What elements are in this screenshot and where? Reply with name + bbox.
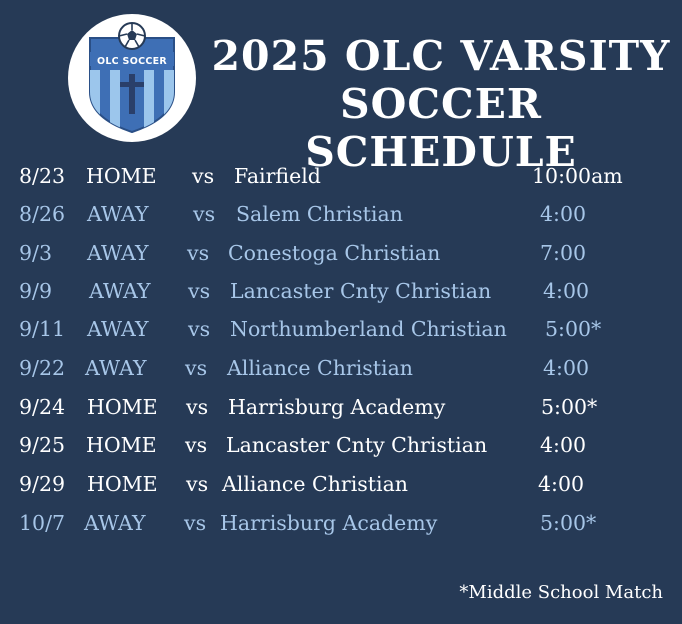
game-time: 7:00: [540, 241, 587, 265]
game-date: 9/25: [19, 433, 66, 457]
schedule-row: [0, 466, 682, 502]
game-date: 9/22: [19, 356, 66, 380]
vs-label: vs: [186, 395, 209, 419]
vs-label: vs: [188, 279, 211, 303]
game-location: AWAY: [84, 511, 146, 535]
game-location: AWAY: [87, 202, 149, 226]
game-time: 4:00: [540, 433, 587, 457]
game-time: 4:00: [538, 472, 585, 496]
game-location: AWAY: [87, 317, 149, 341]
game-date: 8/26: [19, 202, 66, 226]
vs-label: vs: [192, 164, 215, 188]
title-line-1: 2025 OLC VARSITY: [211, 32, 671, 80]
opponent-name: Lancaster Cnty Christian: [226, 433, 488, 457]
opponent-name: Northumberland Christian: [230, 317, 507, 341]
game-date: 9/24: [19, 395, 66, 419]
schedule-row: [0, 235, 682, 271]
game-date: 9/3: [19, 241, 52, 265]
game-date: 8/23: [19, 164, 66, 188]
game-time: 5:00*: [540, 511, 597, 535]
vs-label: vs: [185, 433, 208, 457]
schedule-row: [0, 196, 682, 232]
vs-label: vs: [185, 356, 208, 380]
game-date: 9/9: [19, 279, 52, 303]
game-time: 4:00: [543, 356, 590, 380]
game-time: 4:00: [540, 202, 587, 226]
opponent-name: Alliance Christian: [227, 356, 414, 380]
game-location: AWAY: [89, 279, 151, 303]
schedule-row: [0, 273, 682, 309]
opponent-name: Alliance Christian: [222, 472, 409, 496]
shield-icon: [68, 14, 196, 142]
game-location: HOME: [87, 472, 158, 496]
game-time: 5:00*: [545, 317, 602, 341]
opponent-name: Fairfield: [234, 164, 321, 188]
olc-soccer-logo: [68, 14, 196, 142]
game-location: HOME: [86, 433, 157, 457]
game-time: 4:00: [543, 279, 590, 303]
vs-label: vs: [187, 241, 210, 265]
schedule-row: [0, 505, 682, 541]
vs-label: vs: [184, 511, 207, 535]
opponent-name: Harrisburg Academy: [220, 511, 438, 535]
vs-label: vs: [188, 317, 211, 341]
vs-label: vs: [193, 202, 216, 226]
game-date: 9/29: [19, 472, 66, 496]
schedule-row: [0, 311, 682, 347]
game-date: 9/11: [19, 317, 66, 341]
game-location: HOME: [86, 164, 157, 188]
game-location: AWAY: [87, 241, 149, 265]
opponent-name: Conestoga Christian: [228, 241, 441, 265]
schedule-row: [0, 158, 682, 194]
game-time: 5:00*: [541, 395, 598, 419]
middle-school-footnote: *Middle School Match: [459, 582, 663, 603]
game-location: HOME: [87, 395, 158, 419]
opponent-name: Salem Christian: [236, 202, 403, 226]
logo-text: OLC SOCCER: [96, 56, 168, 67]
opponent-name: Harrisburg Academy: [228, 395, 446, 419]
game-location: AWAY: [85, 356, 147, 380]
schedule-row: [0, 350, 682, 386]
vs-label: vs: [186, 472, 209, 496]
game-time: 10:00am: [532, 164, 623, 188]
schedule-row: [0, 427, 682, 463]
title-line-2: SOCCER SCHEDULE: [305, 80, 577, 176]
schedule-row: [0, 389, 682, 425]
opponent-name: Lancaster Cnty Christian: [230, 279, 492, 303]
game-date: 10/7: [19, 511, 66, 535]
